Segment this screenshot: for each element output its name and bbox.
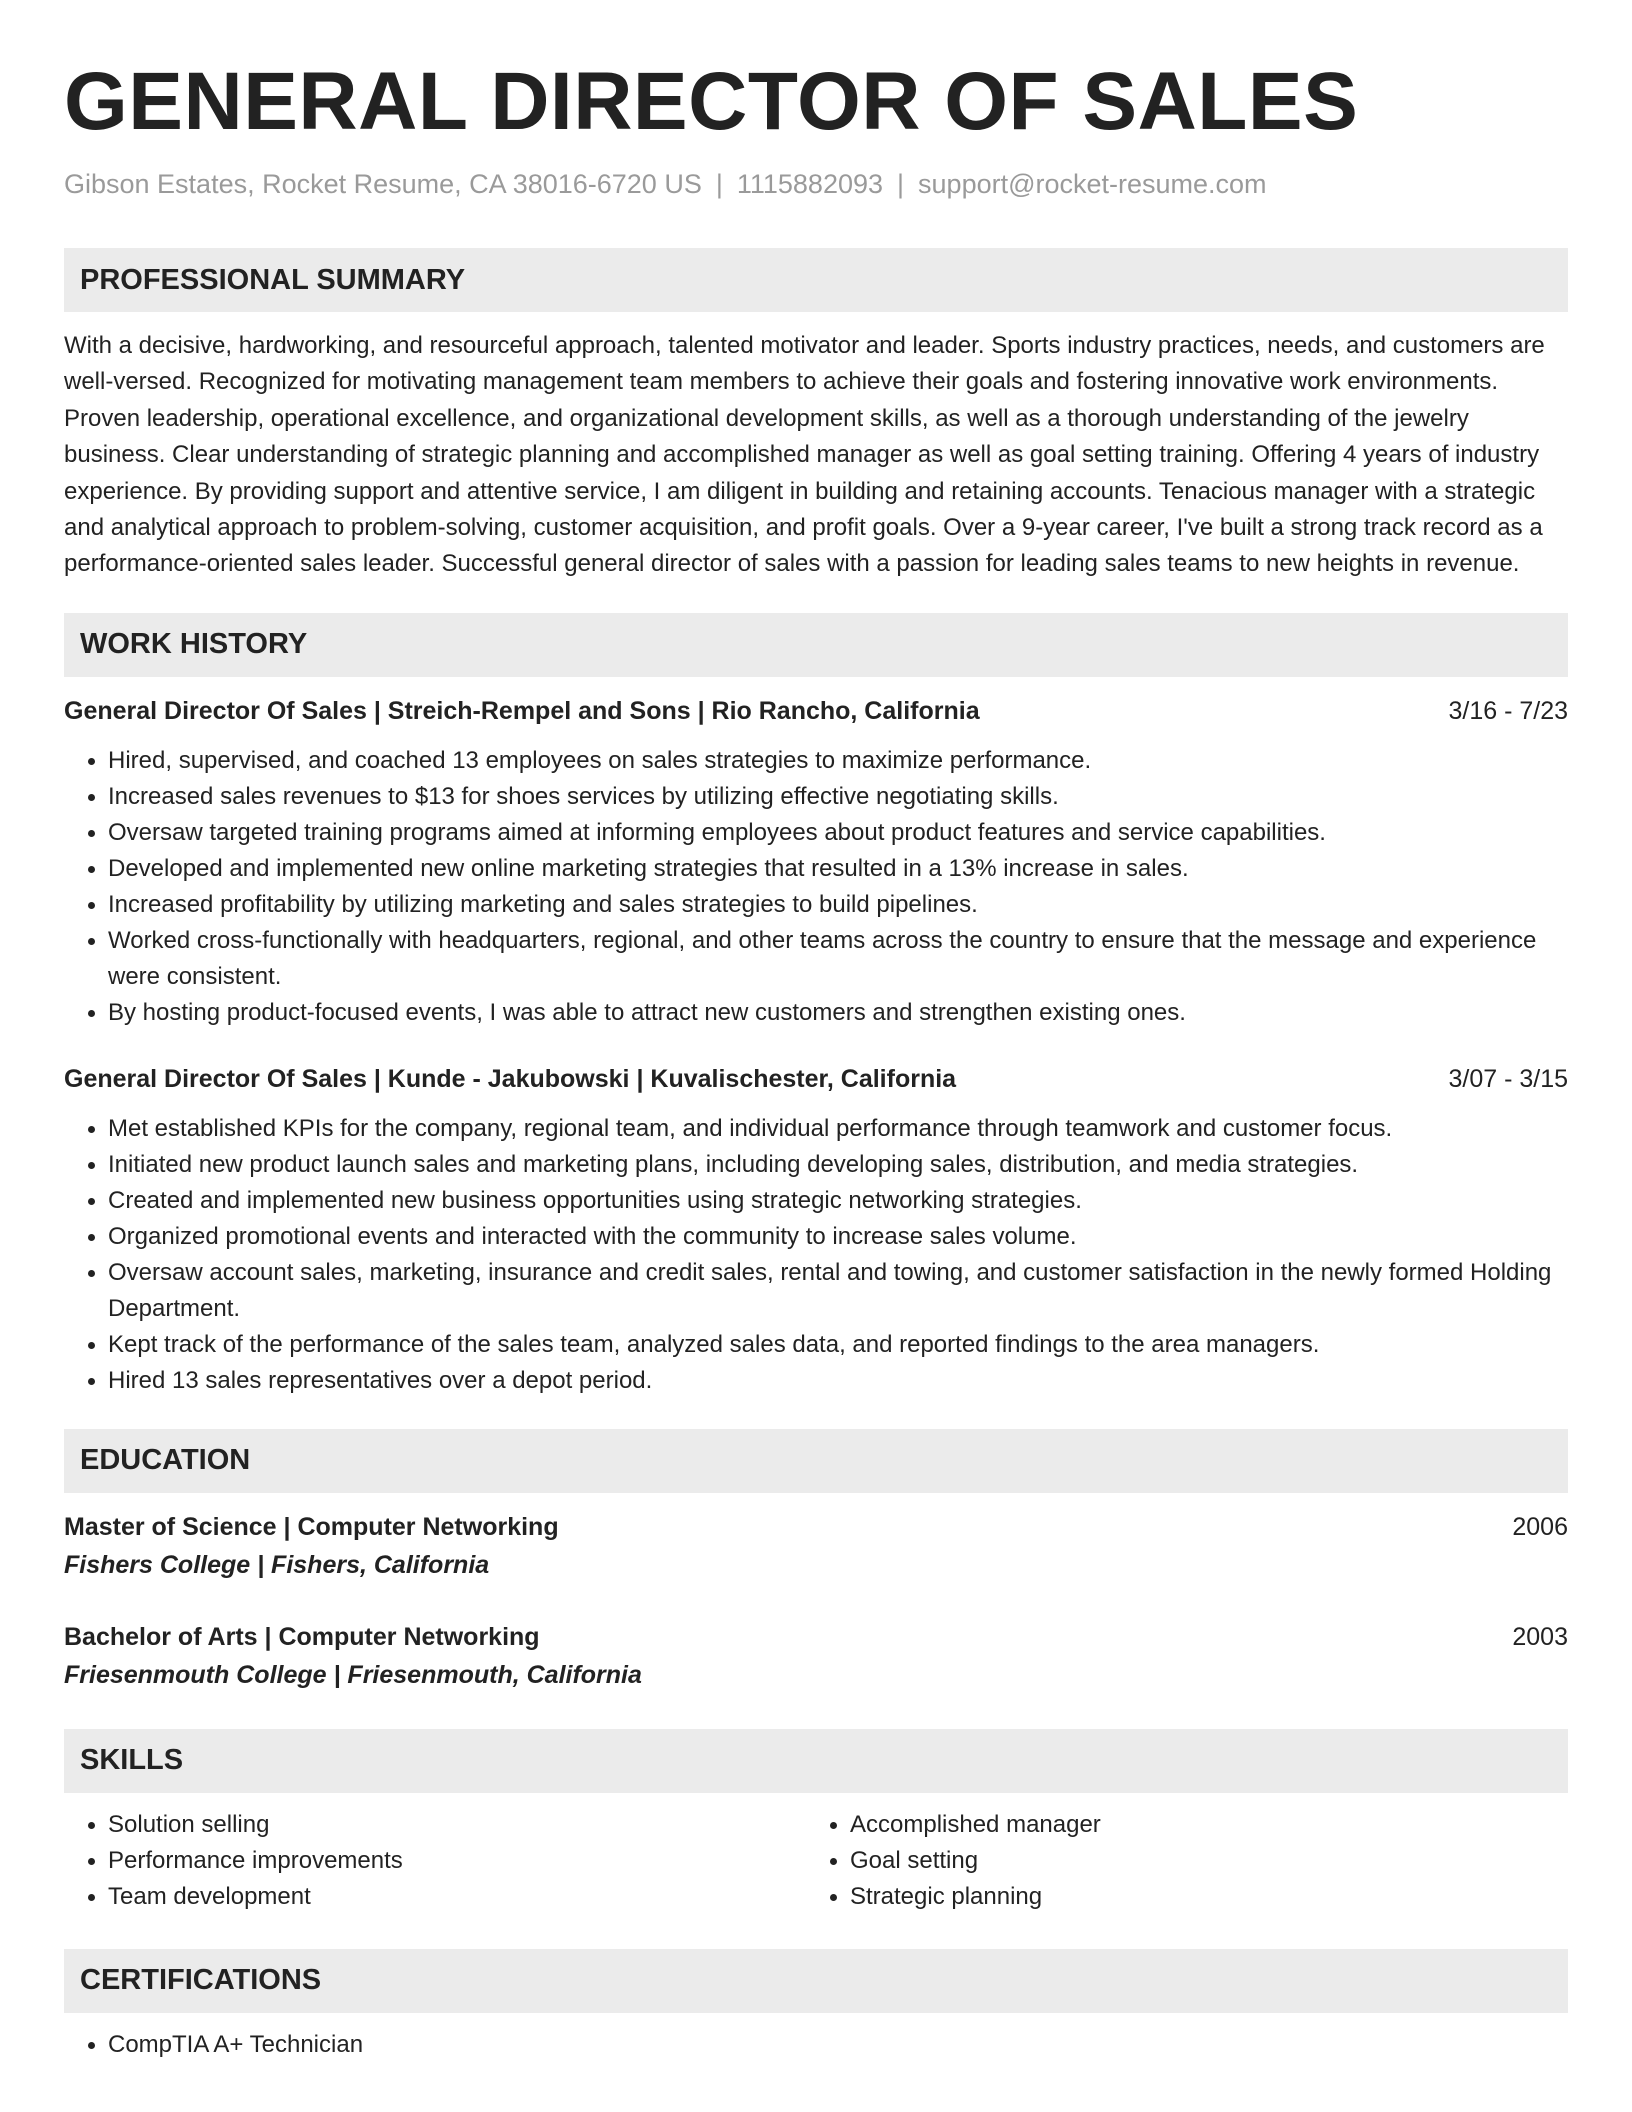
job-header: [64, 693, 1568, 729]
education-degree: Bachelor of Arts | Computer Networking: [64, 1622, 540, 1651]
job-bullet: • By hosting product-focused events, I was able to attract new customers and strengthen existing ones.: [108, 995, 1568, 1031]
job-bullet: • Initiated new product launch sales and marketing plans, including developing sales, distribution, and media strategies.: [108, 1147, 1568, 1183]
certifications-heading: CERTIFICATIONS: [80, 1964, 322, 1997]
education-header: [64, 1509, 1568, 1545]
job-header: [64, 1061, 1568, 1097]
skill-item: • Team development: [108, 1879, 806, 1915]
education-school: Friesenmouth College | Friesenmouth, California: [64, 1660, 642, 1689]
job-bullet: • Increased profitability by utilizing marketing and sales strategies to build pipelines.: [108, 887, 1568, 923]
education-year: 2006: [1512, 1512, 1568, 1541]
skills-column-left: [64, 1807, 806, 1915]
job-dates: 3/16 - 7/23: [1448, 696, 1568, 725]
education-school: Fishers College | Fishers, California: [64, 1550, 490, 1579]
skills-section-header: [64, 1729, 1568, 1793]
job-bullet: • Oversaw account sales, marketing, insurance and credit sales, rental and towing, and customer satisfaction in the newly formed Holding Department.: [108, 1255, 1568, 1327]
certification-item: • CompTIA A+ Technician: [108, 2027, 1568, 2063]
skills-list: [806, 1807, 1548, 1915]
summary-heading: PROFESSIONAL SUMMARY: [80, 263, 466, 296]
contact-email: support@rocket-resume.com: [918, 169, 1267, 199]
job-entry: [64, 1061, 1568, 1399]
job-bullet: • Hired 13 sales representatives over a depot period.: [108, 1363, 1568, 1399]
education-entry: [64, 1619, 1568, 1693]
education-section-header: [64, 1429, 1568, 1493]
job-bullet: • Hired, supervised, and coached 13 employees on sales strategies to maximize performance.: [108, 743, 1568, 779]
education-year: 2003: [1512, 1622, 1568, 1651]
job-bullet: • Met established KPIs for the company, regional team, and individual performance through teamwork and customer focus.: [108, 1111, 1568, 1147]
summary-text: With a decisive, hardworking, and resourceful approach, talented motivator and leader. Sports industry practices, needs, and customers are well-versed. Recognized for motivating management team members to achieve their goals and fostering innovative work environments. Proven leadership, operational excellence, and organizational development skills, as well as a thorough understanding of the jewelry business. Clear understanding of strategic planning and accomplished manager as well as goal setting training. Offering 4 years of industry experience. By providing support and attentive service, I am diligent in building and retaining accounts. Tenacious manager with a strategic and analytical approach to problem-solving, customer acquisition, and profit goals. Over a 9-year career, I've built a strong track record as a performance-oriented sales leader. Successful general director of sales with a passion for leading sales teams to new heights in revenue.: [64, 332, 1545, 578]
skill-item: • Performance improvements: [108, 1843, 806, 1879]
work-section-header: [64, 613, 1568, 677]
work-heading: WORK HISTORY: [80, 628, 308, 661]
skills-heading: SKILLS: [80, 1744, 184, 1777]
skills-column-right: [806, 1807, 1548, 1915]
contact-phone: 1115882093: [736, 169, 884, 199]
skill-item: • Goal setting: [850, 1843, 1548, 1879]
job-bullet: • Developed and implemented new online marketing strategies that resulted in a 13% increase in sales.: [108, 851, 1568, 887]
job-bullet: • Worked cross-functionally with headquarters, regional, and other teams across the country to ensure that the message and experience were consistent.: [108, 923, 1568, 995]
job-bullet: • Oversaw targeted training programs aimed at informing employees about product features and service capabilities.: [108, 815, 1568, 851]
resume-name-heading: GENERAL DIRECTOR OF SALES: [64, 56, 1359, 147]
skill-item: • Solution selling: [108, 1807, 806, 1843]
job-bullet: • Created and implemented new business opportunities using strategic networking strategies.: [108, 1183, 1568, 1219]
skill-item: • Strategic planning: [850, 1879, 1548, 1915]
education-degree: Master of Science | Computer Networking: [64, 1512, 559, 1541]
resume-page: [64, 52, 1568, 2063]
skills-grid: [64, 1807, 1568, 1915]
certifications-list: [64, 2027, 1568, 2063]
skill-item: • Accomplished manager: [850, 1807, 1548, 1843]
education-header: [64, 1619, 1568, 1655]
job-bullet: • Kept track of the performance of the sales team, analyzed sales data, and reported findings to the area managers.: [108, 1327, 1568, 1363]
job-entry: [64, 693, 1568, 1031]
education-heading: EDUCATION: [80, 1444, 251, 1477]
skills-list: [64, 1807, 806, 1915]
certifications-section-header: [64, 1949, 1568, 2013]
summary-section-header: [64, 248, 1568, 312]
job-bullet-list: [64, 1111, 1568, 1399]
job-bullet-list: [64, 743, 1568, 1031]
job-title: General Director Of Sales | Kunde - Jakubowski | Kuvalischester, California: [64, 1064, 957, 1093]
job-title: General Director Of Sales | Streich-Rempel and Sons | Rio Rancho, California: [64, 696, 980, 725]
job-dates: 3/07 - 3/15: [1448, 1064, 1568, 1093]
contact-separator: |: [897, 169, 905, 199]
contact-address: Gibson Estates, Rocket Resume, CA 38016-6720 US: [64, 169, 702, 199]
education-entry: [64, 1509, 1568, 1583]
job-bullet: • Organized promotional events and interacted with the community to increase sales volume.: [108, 1219, 1568, 1255]
contact-separator: |: [715, 169, 723, 199]
contact-line: [64, 166, 1568, 202]
job-bullet: • Increased sales revenues to $13 for shoes services by utilizing effective negotiating skills.: [108, 779, 1568, 815]
